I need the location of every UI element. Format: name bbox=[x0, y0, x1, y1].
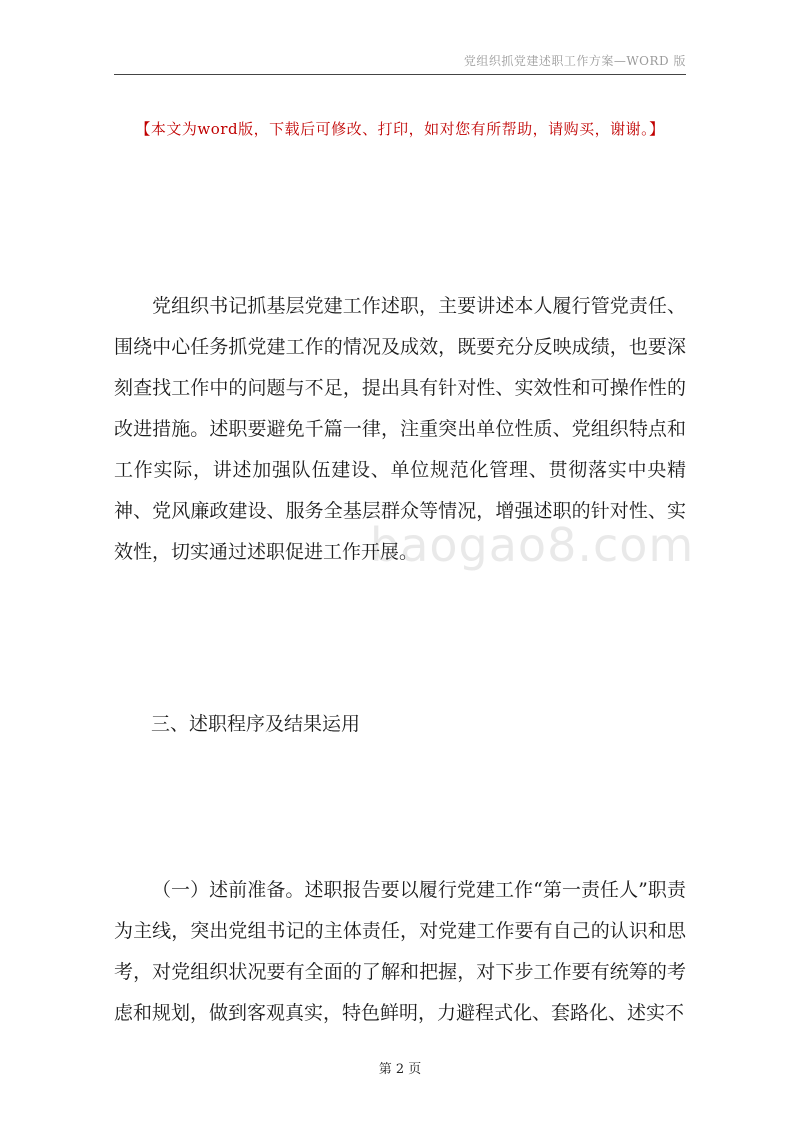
paragraph-intro: 党组织书记抓基层党建工作述职，主要讲述本人履行管党责任、围绕中心任务抓党建工作的情况及成效，既要充分反映成绩，也要深刻查找工作中的问题与不足，提出具有针对性、实效性和可操作性的改进措施。述职要避免千篇一律，注重突出单位性质、党组织特点和工作实际，讲述加强队伍建设、单位规范化管理、贯彻落实中央精神、党风廉政建设、服务全基层群众等情况，增强述职的针对性、实效性，切实通过述职促进工作开展。 bbox=[114, 295, 686, 563]
paragraph-preparation: （一）述前准备。述职报告要以履行党建工作“第一责任人”职责为主线，突出党组书记的主体责任，对党建工作要有自己的认识和思考，对党组织状况要有全面的了解和把握，对下步工作要有统筹的考虑和规划，做到客观真实，特色鲜明，力避程式化、套路化、述实不 bbox=[114, 879, 686, 1024]
page-header: 党组织抓党建述职工作方案—WORD 版 bbox=[463, 54, 686, 68]
purchase-notice: 【本文为word版，下载后可修改、打印，如对您有所帮助，请购买，谢谢。】 bbox=[135, 120, 665, 138]
section-heading: 三、述职程序及结果运用 bbox=[151, 713, 361, 735]
watermark: baogao8.com bbox=[370, 518, 695, 572]
page-number: 第 2 页 bbox=[378, 1062, 422, 1077]
header-divider bbox=[114, 74, 686, 75]
